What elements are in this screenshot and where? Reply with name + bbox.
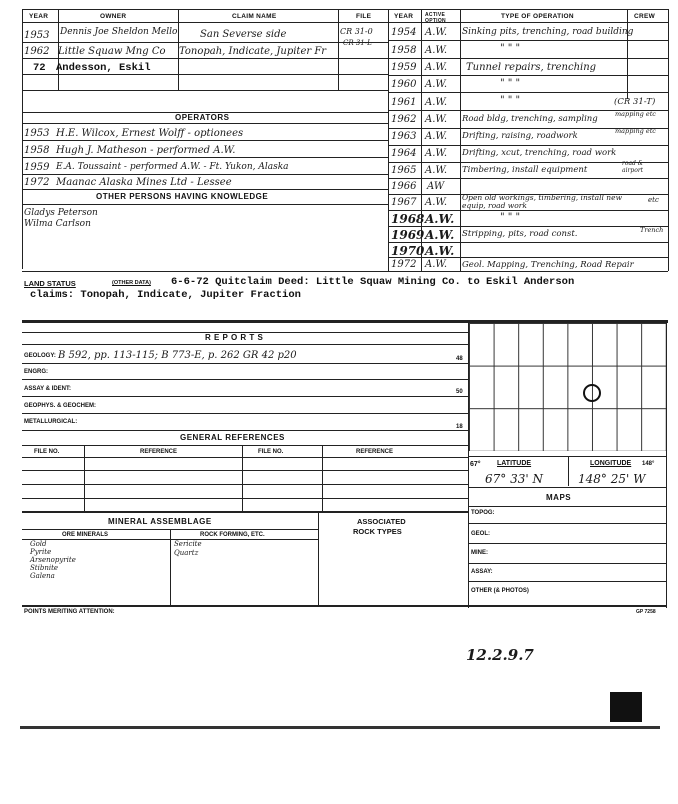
rock-mineral-2: Quartz	[174, 549, 199, 557]
header-underline	[22, 22, 668, 23]
assoc-label-1: ASSOCIATED	[357, 517, 406, 526]
maps-topog-line	[469, 523, 666, 524]
land-status-sublabel: (OTHER DATA)	[112, 280, 151, 286]
right-border	[668, 9, 669, 271]
operator-4-text: Maanac Alaska Mines Ltd - Lessee	[56, 177, 232, 188]
owner-2-file: CR 31-L	[343, 39, 372, 47]
op-13-type: Stripping, pits, road const.	[462, 229, 578, 239]
operator-line-2	[22, 157, 388, 158]
op-12-year: 1968	[391, 212, 425, 226]
op-line-13	[388, 242, 668, 243]
other-person-1: Gladys Peterson	[24, 208, 98, 218]
gen-ref-sep-3	[322, 445, 323, 511]
owner-2-name: Little Squaw Mng Co	[58, 46, 166, 57]
owner-1-name: Dennis Joe Sheldon Mello	[60, 27, 178, 37]
op-12-option: A.W.	[425, 212, 455, 226]
op-4-type: " " "	[500, 78, 521, 89]
maps-other: OTHER (& PHOTOS)	[471, 588, 529, 594]
op-6-year: 1962	[391, 114, 417, 125]
maps-mine-line	[469, 563, 666, 564]
op-line-1	[388, 40, 668, 41]
owner-1-claim: San Severse side	[200, 29, 287, 40]
other-persons-label: OTHER PERSONS HAVING KNOWLEDGE	[96, 192, 269, 201]
latitude-label: LATITUDE	[497, 460, 532, 467]
op-8-type: Drifting, xcut, trenching, road work	[462, 148, 617, 158]
op-5-option: A.W.	[425, 97, 448, 108]
land-status-line-2: claims: Tonopah, Indicate, Jupiter Fraction	[30, 289, 301, 301]
engrg-label: ENGRG:	[24, 369, 48, 375]
op-3-type: Tunnel repairs, trenching	[466, 62, 597, 73]
geology-value: B 592, pp. 113-115; B 773-E, p. 262 GR 42 p20	[58, 350, 297, 361]
operator-line-1	[22, 140, 388, 141]
op-5-type: " " "	[500, 95, 521, 106]
op-7-crew: mapping etc	[615, 127, 656, 135]
points-meriting-label: POINTS MERITING ATTENTION:	[24, 609, 115, 615]
gen-ref-row-3	[22, 498, 468, 499]
gen-ref-file1: FILE NO.	[34, 449, 60, 455]
maps-assay: ASSAY:	[471, 569, 493, 575]
op-4-option: A.W.	[425, 79, 448, 90]
op-8-year: 1964	[391, 148, 417, 159]
operator-2-text: Hugh J. Matheson - performed A.W.	[56, 145, 236, 156]
op-2-option: A.W.	[425, 45, 448, 56]
mineral-assemblage-label: MINERAL ASSEMBLAGE	[108, 517, 212, 526]
op-9-type: Timbering, install equipment	[462, 165, 588, 175]
metallurgical-line	[22, 430, 468, 431]
op-5-crew: (CR 31-T)	[614, 97, 656, 107]
op-6-crew: mapping etc	[615, 110, 656, 118]
op-11-type: Open old workings, timbering, install new equip, road work	[462, 193, 622, 210]
maps-mine: MINE:	[471, 550, 488, 556]
ore-mineral-4: Stibnite	[30, 564, 59, 572]
general-references-label: GENERAL REFERENCES	[180, 433, 285, 442]
header-year: YEAR	[29, 13, 49, 20]
header-file: FILE	[356, 13, 372, 20]
ore-mineral-3: Arsenopyrite	[30, 556, 76, 564]
gen-ref-file2: FILE NO.	[258, 449, 284, 455]
header-crew: CREW	[634, 13, 656, 20]
owner-3-year: 72	[33, 62, 46, 74]
geophys-line	[22, 413, 468, 414]
op-line-7	[388, 145, 668, 146]
assoc-label-2: ROCK TYPES	[353, 527, 402, 536]
op-6-type: Road bldg, trenching, sampling	[462, 114, 598, 124]
header-claim-name: CLAIM NAME	[232, 13, 277, 20]
operator-3-year: 1959	[24, 162, 50, 173]
op-4-year: 1960	[391, 79, 417, 90]
op-13-crew: Trench	[640, 226, 664, 234]
longitude-label: LONGITUDE	[590, 460, 632, 467]
owner-row-line-2	[22, 58, 388, 59]
header-type-of-operation: TYPE OF OPERATION	[501, 13, 574, 20]
op-line-9	[388, 178, 668, 179]
footer-number: 12.2.9.7	[466, 646, 534, 664]
col-claim-sep	[338, 9, 339, 90]
operator-4-year: 1972	[24, 177, 50, 188]
mineral-thick-bar	[22, 511, 468, 513]
longitude-value: 148° 25' W	[578, 472, 646, 486]
land-status-label: LAND STATUS	[24, 279, 76, 288]
op-8-option: A.W.	[425, 148, 448, 159]
lat-long-sep	[568, 456, 569, 486]
ore-rock-sep	[170, 529, 171, 605]
assay-num: 50	[456, 389, 463, 395]
op-11-crew: etc	[648, 196, 659, 204]
latitude-value: 67° 33' N	[485, 472, 543, 486]
long-prefix: 148°	[642, 461, 655, 467]
header-owner: OWNER	[100, 13, 127, 20]
owner-row-line-4	[22, 90, 388, 91]
other-person-2: Wilma Carlson	[24, 219, 91, 229]
op-7-type: Drifting, raising, roadwork	[462, 131, 578, 141]
gen-ref-header-line	[22, 457, 468, 458]
lat-prefix: 67°	[470, 461, 481, 468]
ore-mineral-1: Gold	[30, 540, 47, 548]
operator-2-year: 1958	[24, 145, 50, 156]
operators-label: OPERATORS	[175, 113, 230, 122]
rock-forming-label: ROCK FORMING, ETC.	[200, 532, 265, 538]
assay-line	[22, 396, 468, 397]
gen-ref-sep-2	[242, 445, 243, 511]
geology-label: GEOLOGY:	[24, 353, 56, 359]
maps-label: MAPS	[546, 493, 572, 502]
owner-row-line-3	[22, 74, 388, 75]
op-14-option: A.W.	[425, 244, 455, 258]
land-status-line-1: 6-6-72 Quitclaim Deed: Little Squaw Mining Co. to Eskil Anderson	[171, 276, 575, 288]
location-marker-circle	[583, 384, 601, 402]
op-line-4	[388, 92, 668, 93]
owner-1-year: 1953	[24, 30, 50, 41]
gen-ref-sep-1	[84, 445, 85, 511]
mid-divider	[388, 9, 389, 271]
owner-2-year: 1962	[24, 46, 50, 57]
reports-label-bottom	[22, 344, 468, 345]
op-1-type: Sinking pits, trenching, road building	[462, 27, 634, 37]
location-grid	[469, 323, 666, 451]
maps-assay-line	[469, 581, 666, 582]
mineral-col-header-line	[22, 539, 318, 540]
op-3-year: 1959	[391, 62, 417, 73]
geophys-label: GEOPHYS. & GEOCHEM:	[24, 403, 97, 409]
op-7-year: 1963	[391, 131, 417, 142]
owner-row-line-1	[22, 42, 388, 43]
maps-top-line	[469, 487, 666, 488]
op-1-option: A.W.	[425, 27, 448, 38]
gen-ref-ref1: REFERENCE	[140, 449, 178, 455]
gen-ref-row-1	[22, 470, 468, 471]
op-13-year: 1969	[391, 228, 425, 242]
op-2-type: " " "	[500, 43, 521, 54]
maps-label-line	[469, 506, 666, 507]
form-number: GP 7258	[636, 609, 656, 615]
op-1-year: 1954	[391, 27, 417, 38]
op-14-year: 1970	[391, 244, 425, 258]
op-line-12	[388, 226, 668, 227]
gen-ref-label-line	[22, 445, 468, 446]
points-thick-bar	[22, 605, 666, 607]
other-persons-line	[22, 204, 388, 205]
owner-2-claim: Tonopah, Indicate, Jupiter Fr	[179, 46, 327, 57]
op-9-year: 1965	[391, 165, 417, 176]
op-11-option: A.W.	[425, 197, 448, 208]
filing-mark-square	[610, 692, 642, 722]
engrg-line	[22, 379, 468, 380]
op-10-year: 1966	[391, 181, 417, 192]
maps-topog: TOPOG:	[471, 510, 495, 516]
op-2-year: 1958	[391, 45, 417, 56]
reports-label: R E P O R T S	[205, 333, 264, 342]
operator-1-text: H.E. Wilcox, Ernest Wolff - optionees	[56, 128, 244, 139]
assay-label: ASSAY & IDENT:	[24, 386, 72, 392]
op-6-option: A.W.	[425, 114, 448, 125]
owner-1-file: CR 31-0	[340, 27, 373, 36]
gen-ref-ref2: REFERENCE	[356, 449, 394, 455]
maps-geol: GEOL:	[471, 531, 490, 537]
operators-label-line	[22, 123, 388, 124]
op-15-option: A.W.	[425, 259, 448, 270]
top-border	[22, 9, 668, 10]
op-11-year: 1967	[391, 197, 417, 208]
operator-1-year: 1953	[24, 128, 50, 139]
header-active-option: ACTIVE OPTION	[425, 12, 446, 24]
op-5-year: 1961	[391, 97, 417, 108]
op-15-type: Geol. Mapping, Trenching, Road Repair	[462, 260, 634, 270]
op-9-option: A.W.	[425, 165, 448, 176]
operator-line-4	[22, 189, 388, 190]
op-line-3	[388, 75, 668, 76]
col-type-sep	[627, 9, 628, 99]
op-7-option: A.W.	[425, 131, 448, 142]
op-13-option: A.W.	[425, 228, 455, 242]
metallurgical-label: METALLURGICAL:	[24, 419, 78, 425]
operator-line-3	[22, 174, 388, 175]
left-border	[22, 9, 23, 269]
op-3-option: A.W.	[425, 62, 448, 73]
op-line-11	[388, 210, 668, 211]
assoc-sep	[318, 513, 319, 605]
op-9-crew: road & airport	[622, 160, 644, 174]
page-right-lower	[666, 323, 667, 608]
op-10-option: AW	[427, 181, 445, 192]
geology-line	[22, 363, 468, 364]
maps-geol-line	[469, 543, 666, 544]
ore-mineral-5: Galena	[30, 572, 55, 580]
op-line-2	[388, 58, 668, 59]
gen-ref-row-2	[22, 484, 468, 485]
op-12-type: " " "	[500, 212, 521, 223]
header-year2: YEAR	[394, 13, 414, 20]
ore-minerals-label: ORE MINERALS	[62, 532, 109, 538]
geology-num: 48	[456, 356, 463, 362]
op-15-year: 1972	[391, 259, 417, 270]
land-status-top	[22, 271, 668, 272]
owner-3-name: Andesson, Eskil	[56, 62, 151, 74]
ore-mineral-2: Pyrite	[30, 548, 52, 556]
metallurgical-num: 18	[456, 424, 463, 430]
rock-mineral-1: Sericite	[174, 540, 202, 548]
scan-edge-line	[20, 726, 660, 729]
col-option-sep	[460, 9, 461, 271]
operator-3-text: E.A. Toussaint - performed A.W. - Ft. Yukon, Alaska	[56, 162, 289, 172]
